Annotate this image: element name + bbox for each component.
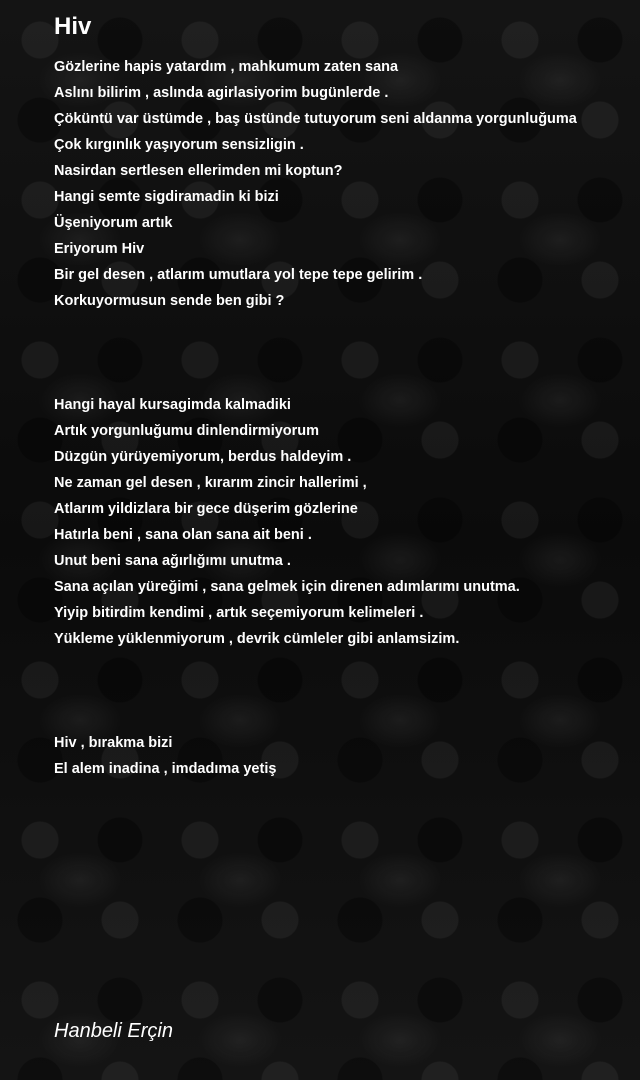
poem-body bbox=[54, 54, 638, 782]
poem-line: Gözlerine hapis yatardım , mahkumum zaten sana bbox=[54, 59, 399, 75]
poem-line: Aslını bilirim , aslında agirlasiyorim bugünlerde . bbox=[54, 85, 389, 101]
stanza-1 bbox=[54, 54, 638, 314]
poem-line: Artık yorgunluğumu dinlendirmiyorum bbox=[54, 423, 320, 439]
poem-line: Hangi hayal kursagimda kalmadiki bbox=[54, 397, 291, 413]
poem-line: Eriyorum Hiv bbox=[54, 241, 145, 257]
poem-line: Yiyip bitirdim kendimi , artık seçemiyorum kelimeleri . bbox=[54, 605, 424, 621]
poem-line: Düzgün yürüyemiyorum, berdus haldeyim . bbox=[54, 449, 352, 465]
poem-line: Sana açılan yüreğimi , sana gelmek için direnen adımlarımı unutma. bbox=[54, 579, 520, 595]
poem-line: Ne zaman gel desen , kırarım zincir hallerimi , bbox=[54, 475, 367, 491]
poem-line: El alem inadina , imdadıma yetiş bbox=[54, 761, 277, 777]
poem-line: Çok kırgınlık yaşıyorum sensizligin . bbox=[54, 137, 304, 153]
stanza-3 bbox=[54, 730, 638, 782]
poem-author: Hanbeli Erçin bbox=[54, 1020, 173, 1042]
poem-line: Nasirdan sertlesen ellerimden mi koptun? bbox=[54, 163, 343, 179]
poem-line: Yükleme yüklenmiyorum , devrik cümleler gibi anlamsizim. bbox=[54, 631, 460, 647]
poem-line: Hangi semte sigdiramadin ki bizi bbox=[54, 189, 279, 205]
poem-line: Korkuyormusun sende ben gibi ? bbox=[54, 293, 285, 309]
poem-line: Atlarım yildizlara bir gece düşerim gözlerine bbox=[54, 501, 358, 517]
stanza-2 bbox=[54, 392, 638, 652]
poem-line: Bir gel desen , atlarım umutlara yol tepe tepe gelirim . bbox=[54, 267, 423, 283]
poem-line: Üşeniyorum artık bbox=[54, 215, 173, 231]
poem-line: Unut beni sana ağırlığımı unutma . bbox=[54, 553, 291, 569]
poem-line: Hatırla beni , sana olan sana ait beni . bbox=[54, 527, 312, 543]
poem-title: Hiv bbox=[54, 13, 92, 40]
poem-line: Hiv , bırakma bizi bbox=[54, 735, 173, 751]
poem-line: Çöküntü var üstümde , baş üstünde tutuyorum seni aldanma yorgunluğuma bbox=[54, 111, 577, 127]
